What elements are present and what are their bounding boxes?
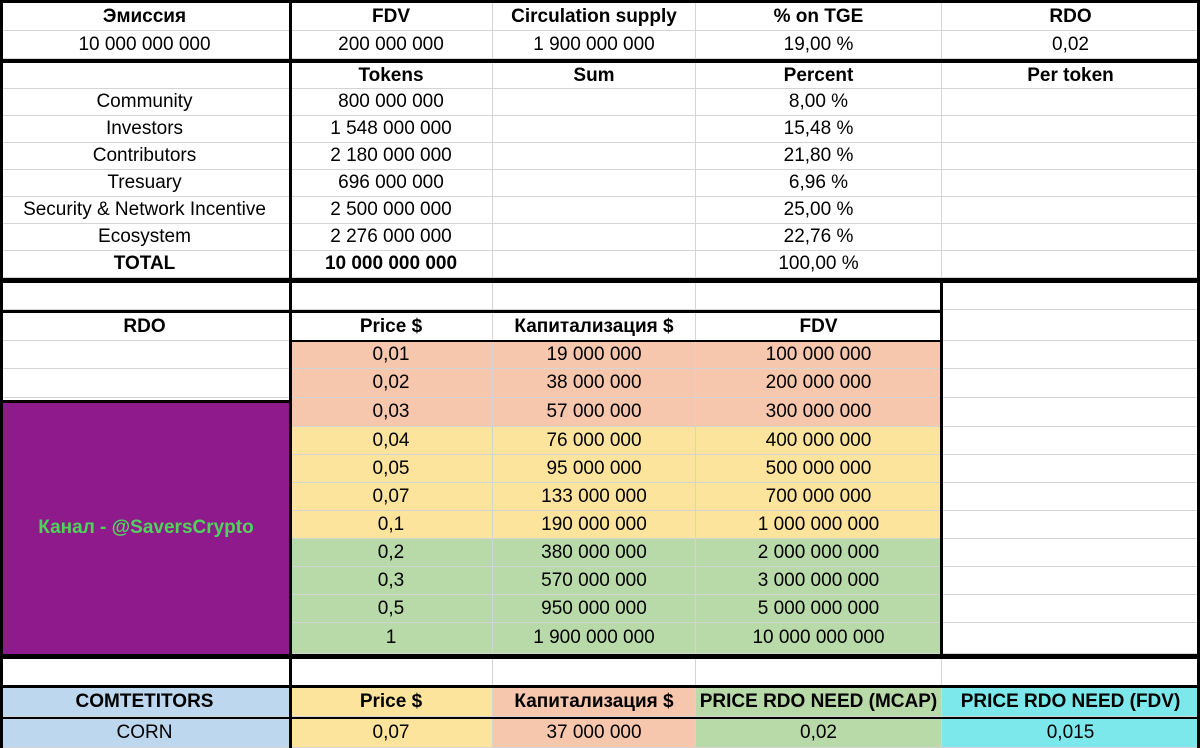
- border-line: [289, 0, 292, 748]
- empty-cell[interactable]: [290, 283, 493, 310]
- border-line: [0, 400, 292, 403]
- border-line: [0, 685, 1200, 688]
- table-row: [0, 116, 1200, 143]
- table-row: [0, 719, 1200, 748]
- allocation-header-per-token[interactable]: Per token: [942, 63, 1200, 89]
- value-emission[interactable]: 10 000 000 000: [0, 31, 290, 59]
- fdv-cell[interactable]: 3 000 000 000: [696, 567, 942, 595]
- competitors-header-need-mcap[interactable]: PRICE RDO NEED (MCAP): [696, 688, 942, 717]
- cap-cell[interactable]: 380 000 000: [493, 539, 696, 567]
- table-row: [0, 224, 1200, 251]
- allocation-tokens[interactable]: 1 548 000 000: [290, 116, 493, 143]
- price-cell[interactable]: 0,3: [290, 567, 493, 595]
- fdv-cell[interactable]: 5 000 000 000: [696, 595, 942, 623]
- allocation-per-token[interactable]: [942, 89, 1200, 116]
- border-line: [0, 717, 1200, 719]
- allocation-name[interactable]: Security & Network Incentive: [0, 197, 290, 224]
- cap-cell[interactable]: 57 000 000: [493, 398, 696, 427]
- allocation-sum[interactable]: [493, 170, 696, 197]
- price-cell[interactable]: 1: [290, 623, 493, 654]
- header-rdo[interactable]: RDO: [942, 3, 1200, 31]
- fdv-cell[interactable]: 700 000 000: [696, 483, 942, 511]
- empty-cell[interactable]: [942, 455, 1200, 483]
- empty-cell[interactable]: [696, 659, 942, 687]
- empty-cell[interactable]: [942, 369, 1200, 398]
- summary-header-row: [0, 3, 1200, 31]
- allocation-header-row: [0, 63, 1200, 89]
- allocation-tokens[interactable]: 800 000 000: [290, 89, 493, 116]
- fdv-cell[interactable]: 500 000 000: [696, 455, 942, 483]
- price-cell[interactable]: 0,07: [290, 483, 493, 511]
- price-header-price[interactable]: Price $: [290, 313, 493, 341]
- price-table-label[interactable]: RDO: [0, 313, 290, 341]
- allocation-header-name[interactable]: [0, 63, 290, 89]
- border-line: [0, 310, 942, 313]
- allocation-name[interactable]: Investors: [0, 116, 290, 143]
- value-circulation-supply[interactable]: 1 900 000 000: [493, 31, 696, 59]
- allocation-sum[interactable]: [493, 116, 696, 143]
- fdv-cell[interactable]: 400 000 000: [696, 427, 942, 455]
- allocation-total-percent[interactable]: 100,00 %: [696, 251, 942, 278]
- price-cell[interactable]: 0,02: [290, 369, 493, 398]
- border-line: [0, 0, 1200, 3]
- empty-cell[interactable]: [0, 283, 290, 310]
- allocation-header-sum[interactable]: Sum: [493, 63, 696, 89]
- allocation-per-token[interactable]: [942, 170, 1200, 197]
- price-cell[interactable]: 0,5: [290, 595, 493, 623]
- allocation-percent[interactable]: 15,48 %: [696, 116, 942, 143]
- allocation-tokens[interactable]: 696 000 000: [290, 170, 493, 197]
- fdv-cell[interactable]: 2 000 000 000: [696, 539, 942, 567]
- allocation-name[interactable]: Ecosystem: [0, 224, 290, 251]
- fdv-cell[interactable]: 100 000 000: [696, 341, 942, 369]
- cap-cell[interactable]: 38 000 000: [493, 369, 696, 398]
- competitors-header-price[interactable]: Price $: [290, 688, 493, 717]
- price-header-cap[interactable]: Капитализация $: [493, 313, 696, 341]
- empty-cell[interactable]: [942, 511, 1200, 539]
- cap-cell[interactable]: 950 000 000: [493, 595, 696, 623]
- empty-cell[interactable]: [942, 595, 1200, 623]
- allocation-per-token[interactable]: [942, 197, 1200, 224]
- allocation-percent[interactable]: 6,96 %: [696, 170, 942, 197]
- allocation-name[interactable]: Community: [0, 89, 290, 116]
- competitors-header-need-fdv[interactable]: PRICE RDO NEED (FDV): [942, 688, 1200, 717]
- allocation-sum[interactable]: [493, 143, 696, 170]
- channel-label: Канал - @SaversCrypto: [38, 517, 254, 538]
- competitor-cap[interactable]: 37 000 000: [493, 719, 696, 748]
- border-line: [290, 340, 942, 342]
- allocation-sum[interactable]: [493, 224, 696, 251]
- empty-cell[interactable]: [942, 313, 1200, 341]
- empty-cell[interactable]: [0, 659, 290, 687]
- price-header-row: [0, 313, 1200, 341]
- allocation-percent[interactable]: 8,00 %: [696, 89, 942, 116]
- empty-cell[interactable]: [0, 341, 290, 369]
- header-percent-on-tge[interactable]: % on TGE: [696, 3, 942, 31]
- allocation-total-per-token[interactable]: [942, 251, 1200, 278]
- allocation-percent[interactable]: 21,80 %: [696, 143, 942, 170]
- cap-cell[interactable]: 1 900 000 000: [493, 623, 696, 654]
- channel-banner-cell[interactable]: [3, 402, 289, 654]
- table-row: [0, 143, 1200, 170]
- table-row: [0, 89, 1200, 116]
- price-header-fdv[interactable]: FDV: [696, 313, 942, 341]
- cap-cell[interactable]: 190 000 000: [493, 511, 696, 539]
- price-cell[interactable]: 0,1: [290, 511, 493, 539]
- empty-cell[interactable]: [942, 623, 1200, 654]
- fdv-cell[interactable]: 10 000 000 000: [696, 623, 942, 654]
- empty-cell[interactable]: [942, 283, 1200, 310]
- competitor-price[interactable]: 0,07: [290, 719, 493, 748]
- empty-cell[interactable]: [942, 341, 1200, 369]
- table-row: [0, 197, 1200, 224]
- allocation-header-percent[interactable]: Percent: [696, 63, 942, 89]
- empty-cell[interactable]: [942, 483, 1200, 511]
- empty-cell[interactable]: [942, 398, 1200, 427]
- fdv-cell[interactable]: 1 000 000 000: [696, 511, 942, 539]
- allocation-header-tokens[interactable]: Tokens: [290, 63, 493, 89]
- empty-cell[interactable]: [493, 659, 696, 687]
- allocation-percent[interactable]: 25,00 %: [696, 197, 942, 224]
- empty-cell[interactable]: [942, 539, 1200, 567]
- border-line: [0, 59, 1200, 63]
- allocation-total-tokens[interactable]: 10 000 000 000: [290, 251, 493, 278]
- value-percent-on-tge[interactable]: 19,00 %: [696, 31, 942, 59]
- competitor-need-mcap[interactable]: 0,02: [696, 719, 942, 748]
- table-row: [0, 170, 1200, 197]
- empty-cell[interactable]: [696, 283, 942, 310]
- allocation-sum[interactable]: [493, 89, 696, 116]
- price-cell[interactable]: 0,01: [290, 341, 493, 369]
- border-line: [0, 0, 3, 748]
- empty-cell[interactable]: [0, 369, 290, 398]
- table-row: [0, 341, 1200, 369]
- allocation-total-label[interactable]: TOTAL: [0, 251, 290, 278]
- value-fdv[interactable]: 200 000 000: [290, 31, 493, 59]
- value-rdo[interactable]: 0,02: [942, 31, 1200, 59]
- allocation-tokens[interactable]: 2 180 000 000: [290, 143, 493, 170]
- header-circulation-supply[interactable]: Circulation supply: [493, 3, 696, 31]
- table-row: [0, 369, 1200, 398]
- competitor-need-fdv[interactable]: 0,015: [942, 719, 1200, 748]
- cap-cell[interactable]: 95 000 000: [493, 455, 696, 483]
- competitors-header-name[interactable]: COMTETITORS: [0, 688, 290, 717]
- price-cell[interactable]: 0,05: [290, 455, 493, 483]
- fdv-cell[interactable]: 200 000 000: [696, 369, 942, 398]
- price-cell[interactable]: 0,2: [290, 539, 493, 567]
- header-emission[interactable]: Эмиссия: [0, 3, 290, 31]
- allocation-sum[interactable]: [493, 197, 696, 224]
- summary-values-row: [0, 31, 1200, 59]
- allocation-total-sum[interactable]: [493, 251, 696, 278]
- empty-cell[interactable]: [493, 283, 696, 310]
- cap-cell[interactable]: 570 000 000: [493, 567, 696, 595]
- allocation-tokens[interactable]: 2 500 000 000: [290, 197, 493, 224]
- allocation-total-row: [0, 251, 1200, 278]
- fdv-cell[interactable]: 300 000 000: [696, 398, 942, 427]
- price-cell[interactable]: 0,03: [290, 398, 493, 427]
- allocation-per-token[interactable]: [942, 143, 1200, 170]
- competitors-header-row: [0, 688, 1200, 717]
- empty-row: [0, 659, 1200, 687]
- empty-cell[interactable]: [942, 659, 1200, 687]
- border-line: [940, 283, 943, 657]
- competitors-header-cap[interactable]: Капитализация $: [493, 688, 696, 717]
- empty-row: [0, 283, 1200, 310]
- allocation-name[interactable]: Tresuary: [0, 170, 290, 197]
- competitor-name[interactable]: CORN: [0, 719, 290, 748]
- border-line: [0, 654, 1200, 659]
- cap-cell[interactable]: 19 000 000: [493, 341, 696, 369]
- price-cell[interactable]: 0,04: [290, 427, 493, 455]
- cap-cell[interactable]: 76 000 000: [493, 427, 696, 455]
- empty-cell[interactable]: [942, 427, 1200, 455]
- allocation-percent[interactable]: 22,76 %: [696, 224, 942, 251]
- empty-cell[interactable]: [290, 659, 493, 687]
- allocation-per-token[interactable]: [942, 224, 1200, 251]
- allocation-tokens[interactable]: 2 276 000 000: [290, 224, 493, 251]
- header-fdv[interactable]: FDV: [290, 3, 493, 31]
- border-line: [0, 278, 1200, 283]
- allocation-name[interactable]: Contributors: [0, 143, 290, 170]
- allocation-per-token[interactable]: [942, 116, 1200, 143]
- empty-cell[interactable]: [942, 567, 1200, 595]
- cap-cell[interactable]: 133 000 000: [493, 483, 696, 511]
